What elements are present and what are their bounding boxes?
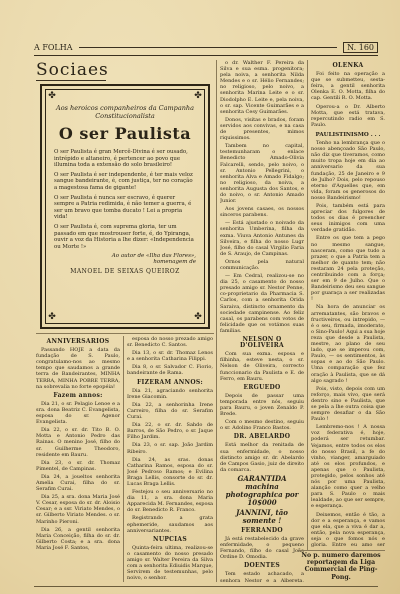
page-header	[34, 40, 378, 54]
poem-stanza: O ser Paulista é ser independente, é ter mais veloz sangue bandeirante, é, com justiça, ter no coração a magestosa fama de gigante!	[54, 171, 193, 191]
article-paragraph: Dia 26, a gentil senhorita Maria Conceição, filha do sr. dr. Gilberto Costa; e a sra. dona Maria José F. Santos,	[36, 526, 120, 551]
paper-name: A FOLHA	[34, 42, 73, 52]
poem-dedication: Aos heroicos companheiros da Campanha Constitucionalista	[56, 104, 194, 120]
article-paragraph: Depois de passar uma temporada entre nós, seguiu para Bauru, o joven Zenaldo P. Brede.	[220, 392, 304, 418]
article-heading: Fazem annos:	[53, 391, 103, 399]
column-right-1	[220, 60, 304, 582]
column-rule	[307, 60, 308, 550]
article-paragraph: Entre os que tem a pego no mesmo sangue, nasceram, como que tudo a prazer, o que a Patria tem a melhor de quanto tem; não restaram 24 pela proteção, centribuindo com a força; ser em 9 de Julho. Que o Bandeirismo deu seu sangue por guaraça a ser realizadas !	[311, 235, 385, 303]
article-paragraph: Lembremo-nos ! A nossa voz federativa é, hoje, poderá ser retumbar. Vejamos, entre todos os elos do nosso Brasil, a fe do vinho, vianger, amarguiado até os elos profundos, e apenas que o Paulista, protegido, pelos sonhos até nós por uma Paulista, alanção como quer a velho para S. Paulo o mais lealdade, ao que ser sempre, e esperança.	[311, 424, 385, 510]
article-paragraph: Dia 23, o sr. sap. João Jardim Ribeiro.	[127, 442, 213, 455]
poem-stanza: O ser Paulista é, com suprema gloria, ter um passado em que mostrouser forte, é, do Ypiranga, ouvir a voz da Historia a lhe dizer: «Independencia ou Morte !»	[54, 223, 194, 250]
article-heading: OLENKA	[332, 62, 364, 69]
section-underline	[36, 80, 106, 81]
poem-author: MANOEL DE SEIXAS QUEIROZ	[70, 268, 180, 276]
article-paragraph: Registrando a grata ephemeride, saudamos aos anniversariantes.	[127, 515, 213, 534]
article-paragraph: Operou-a o Dr. Alberto Motta, que está tratava, repercutindo radio em S. Paulo.	[311, 103, 385, 128]
article-paragraph: Dia 21, o sr. Pelagio Lenoe e a sra. dona Beatriz C. Evangelista, esposa do sr. Agenor Evangelista.	[36, 400, 120, 426]
poem-inner-frame	[45, 89, 205, 324]
article-heading: ANNIVERSARIOS	[46, 338, 110, 345]
article-paragraph: Festejou o seu anniversario no dia 11, a sra. dona Maria Apparecida M. Fernandes, esposa do sr. Benedicto R. Franco.	[127, 489, 213, 514]
article-heading: FIZERAM ANNOS:	[137, 378, 203, 386]
corner-ornament-icon: ✤	[194, 312, 202, 322]
article-paragraph: Dia 22, o sr. dr. Tito B. O. Motta e Antonio Pedro das Rainas. O menino José, filho do sr. Guilherme Theodoro, residente em Bauru.	[36, 427, 120, 458]
article-paragraph: Dia 23, o sr. dr. Thomaz Pimentel, de Campinas.	[36, 459, 120, 472]
article-paragraph: Dia 25, a sra. dona Maria José V. Cesar, esposa do sr. dr. Aloisio Cesar; e a ssr. Viriato Mendes, o sr. Gilberto Viriato Mendes. o sr. Marinho Pieroni.	[36, 494, 120, 525]
poem-title: O ser Paulista	[58, 124, 192, 143]
poem-signature: Ao autor de «Ilha das Flores», homenagem de	[111, 253, 196, 266]
column-right-2	[311, 60, 385, 548]
article-heading: PAULISTINISMO . . .	[315, 131, 381, 138]
article-paragraph: o dr. Walther F. Pereira da Silva e sua esma. progenitora; pela noiva, a senhorita Nilda Mendes e o sr. Hélio Fernandes; no religioso, pelo noivo, a senhorita Marina Leite e o sr. Diodolpho E. Leite e, pela noiva, o sr. sap. Vicente Guimarães e a senhorita Cesy Guimarães.	[220, 60, 304, 115]
article-paragraph: — Está ajustado o noivado da senhorita Umberina, filha da exma. Viuva Antonio Antunes da Silveira, e filha do nosso Lugr José, filho do casal Virgilio Faria de S. Araujo, de Campinas.	[220, 220, 304, 257]
article-paragraph: Dia 8, o sr. Salvador C. Fiorio, bandeirante de Rama.	[127, 364, 213, 377]
article-paragraph: Está melhor da renitada de sua enfermidade, o nosso distincto amigo sr. dr. Abelardo de Campos Gasio, juiz de direito da comarca.	[220, 442, 304, 473]
article-paragraph: Dia 22, a senhorinha Irene Carreiro, filha do sr. Serafim Curai.	[127, 401, 213, 421]
article-paragraph: Tem estado achacado, a senhora Nestor e a Albereta,	[220, 571, 304, 582]
article-paragraph: Tambem no capital, testemunharam o enlace Benedicto Amado-Olivia Falcarelli, sendo, pelo noivo, o sr. Antonio Pellegrini, o senhorita Alva e Amado Fidalgo; no religioso, da noiva, a senhorita Augusta dos Santos, e do noivo, o sr. Antonio Amado Junior.	[220, 143, 304, 205]
article-paragraph: Quinta-feira ultima, realizou-se o casamento do nosso presado amigo sr. Walter Pereira da Silva com a senhorita Ediuidis Marque, Servirem de testemunhas, pelo noivo, o senhor.	[127, 544, 213, 582]
section-divider	[36, 333, 214, 334]
article-paragraph: Donos, visitas e brados, foram servidos aos convivas, e na casa de presentes, mimos riquissimos.	[220, 116, 304, 142]
poem-box	[40, 84, 210, 329]
footer-rule	[34, 586, 378, 587]
article-paragraph: Ornos pela natural communicação.	[220, 258, 304, 271]
column-left	[36, 336, 120, 584]
article-heading: DOENTES	[244, 562, 280, 570]
article-paragraph: Foi feito na operação a que se submetteu, sesta-feira, a gentil senhorita Olenka E. O. Motta, filha do cap. Gentili R. O. Motta.	[311, 71, 385, 102]
article-paragraph: — Em Cedral, realizou-se no dia 25, o casamento do nosso presado amigo sr. Nestor Penne, co-proprietario da Pharmacia S. Carlos, com a senhorita Orida Saraiva, distincto ornamento da sociedade campinense. Ao feliz casal, os parabens com votos de felicidade que os votámos suas familias.	[220, 273, 304, 334]
header-rule	[79, 47, 338, 48]
section-title: Sociaes	[36, 60, 109, 80]
article-paragraph: Passando HOJE a data da fundação de S. Paulo, congratulamo-nos ao mesmo tempo que saudamos a grande terra de Bandeirantes, MINHA TERRA, MINHA POBRE TERRA, na sobrevalia no forte epopéia!	[36, 347, 120, 390]
article-paragraph: Pois, visto, depois com um reforço, mais vivo, que será dentro sino e Paulista, que se pela a lhe outra coisa que sempre desafiar o da São Paulo !	[311, 385, 385, 423]
article-heading: ERGUEDO	[243, 383, 281, 391]
poem-stanza: O ser Paulista é gran Mercê-Divina é ser ousado, intrépido e altaneiro, é pertencer ao povo que illumina toda a extensão do solo brasileiro!	[54, 149, 188, 169]
issue-number: N. 160	[343, 42, 378, 53]
article-heading: NUPCIAS	[153, 535, 187, 543]
article-paragraph: Deixemos, então é tão, a dor e a esperança, e vamos que ela, que a viva é dar a, então, pela nova esperança, seja o que fomos nós e gloria. Entre eu amo ser	[311, 511, 385, 548]
poem-stanza: O ser Paulista é nunca ser escravo, é querer sempre a Patria redimida, é não temer a guerra, é ser um bravo que tomba ducato ! Lei a propria vida!	[54, 194, 192, 221]
article-heading: NELSON O D'OLIVEIRA	[240, 336, 284, 350]
article-heading: FERRANDO	[241, 526, 283, 534]
column-rule	[123, 336, 124, 582]
article-paragraph: Com sua exma. esposa e filhinha, esteve nesta, o sr. Nelson de Oliveira, correcto funccionario da Paulista e E. de Ferro, em Bauru.	[220, 351, 304, 382]
notice-divider	[298, 550, 385, 551]
article-paragraph: Dia 22, o sr. dr. Sahdo de Barros, de São Pedro, o sr. Jaque Filho Jardim.	[127, 422, 213, 441]
advertisement-text: JANNINI, tão somente !	[236, 507, 288, 525]
article-paragraph: Dia 21, agraciando senhorita Irene Giacomin.	[127, 387, 213, 400]
header-divider	[34, 55, 378, 56]
corner-ornament-icon: ✤	[194, 91, 202, 101]
poem-body	[54, 149, 196, 250]
article-paragraph: Dia 24, a joueltos senhorita Amelia Curai, filha do sr. Serafim Curai.	[36, 473, 120, 493]
article-paragraph: Tenho na lembrança que o nosso abençoado São Paulo, não diz que tiveramos, como muito tropa hoje em dia ao anniversario da sua fundação, 25 de Janeiro e 9 de Julho? Dois, pelo repouso eterno d'Aquelles que, em vida, foram os generosos do nosso Bandeirismo!	[311, 140, 385, 201]
corner-ornament-icon: ✤	[48, 312, 56, 322]
notice-text: No p. numero daremos reportagem da Liga Commercial de Ping-Pong.	[301, 552, 381, 581]
corner-ornament-icon: ✤	[48, 91, 56, 101]
column-rule	[216, 60, 217, 582]
article-paragraph: Já está restabelecido da grave enfermidade, o pequeno Fernando, filho do casal João Ordine D. Omodia.	[220, 536, 304, 561]
article-paragraph: Com o mesmo destino, seguiu o sr. Adolino Franco Bastos.	[220, 419, 304, 432]
article-paragraph: Aos jovens casaes, os nossos sinceros parabens.	[220, 206, 304, 219]
article-paragraph: Pois, também está para apreciar dos fulgores de todos os dias é preencher seus inimigos com uma verdade gratidão.	[311, 202, 385, 234]
advertisement-text: GARANTIDA machina photographica por 10$000	[225, 473, 299, 507]
article-paragraph: Dia 13, o sr. dr. Thomaz Lenos e a senhorita Catharina Filippi.	[127, 350, 213, 363]
column-middle	[127, 336, 213, 584]
article-heading: DR. ABELARDO	[233, 433, 291, 441]
article-paragraph: Dia 24, as sras. donas Catharina Ramos, esposa do sr. José Pedroso Ramos; e Evilina Braga Lellis, consorte do sr. dr. Lucas Braga Lellis.	[127, 456, 213, 487]
article-paragraph: Na hora de anunciar os arrematantes, são bravos e fructiveiros, ou intrepido, — é o seu, firmada, imoderato, o Sino-Paulo! Aqui a sua hoje reza que desde a Paulista, mestre, ao plano de seu lado, que se imperou com, Paulo, — os sentimentos, às sopas e ao do São Paulo. Uma comparação que fez oração à Paulista, que se dá algo sagrado !	[311, 304, 385, 384]
article-paragraph: esposa do nosso prezado amigo sr. Benedicto C. Santos.	[127, 336, 213, 349]
